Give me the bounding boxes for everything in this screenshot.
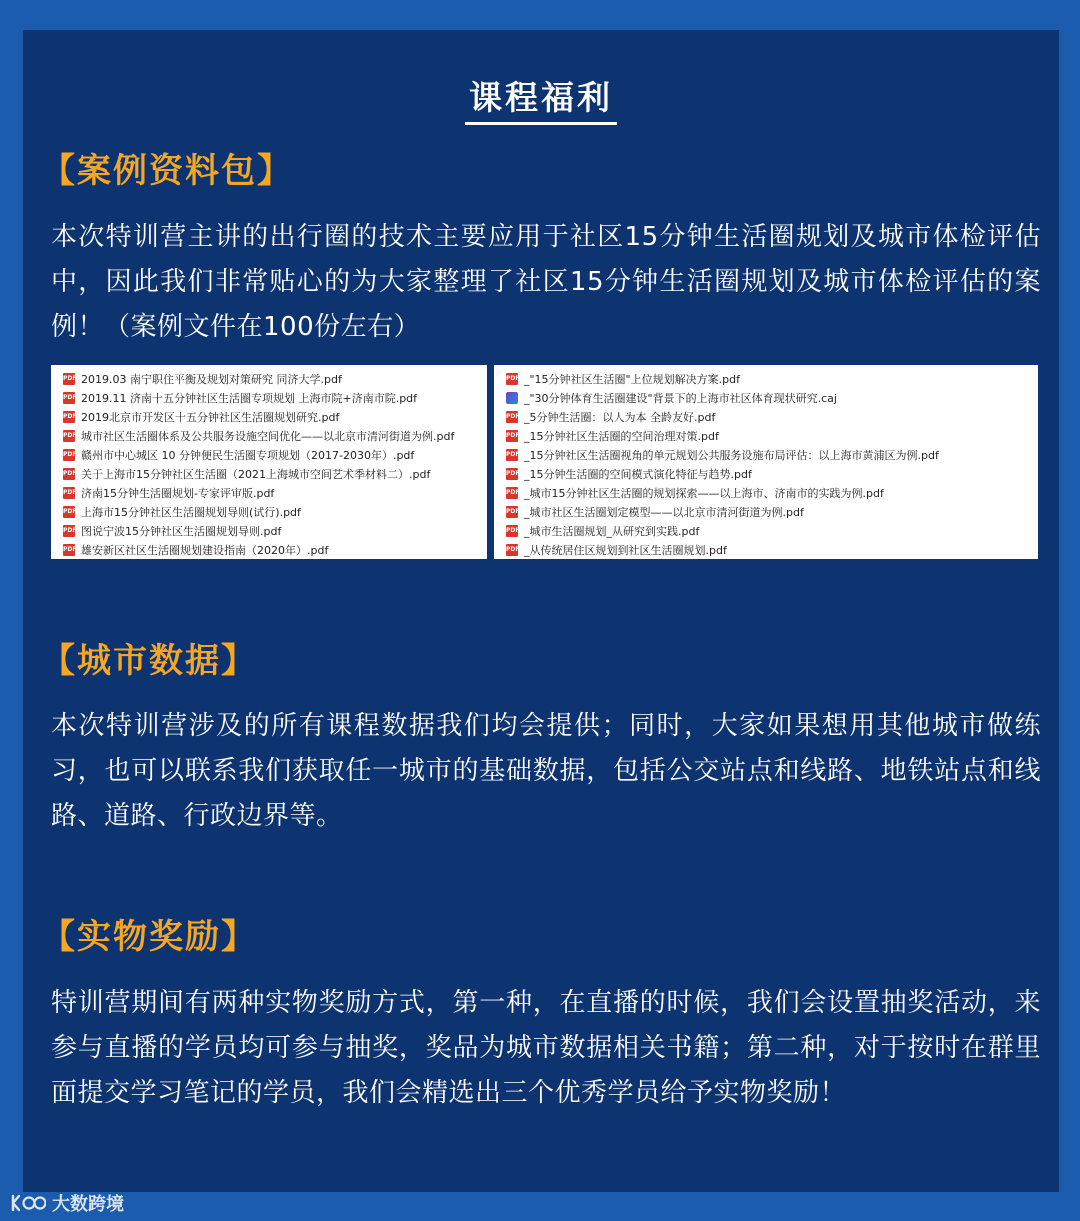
pdf-file-icon: PDF: [63, 449, 75, 461]
pdf-file-icon: PDF: [506, 449, 518, 461]
file-name: 雄安新区社区生活圈规划建设指南（2020年）.pdf: [81, 543, 329, 557]
file-item[interactable]: [494, 369, 1038, 388]
pdf-file-icon: PDF: [63, 506, 75, 518]
file-item[interactable]: [494, 388, 1038, 407]
file-name: 2019.03 南宁职住平衡及规划对策研究 同济大学.pdf: [81, 372, 342, 386]
section-text-city-data: 本次特训营涉及的所有课程数据我们均会提供；同时，大家如果想用其他城市做练习，也可以联系我们获取任一城市的基础数据，包括公交站点和线路、地铁站点和线路、道路、行政边界等。: [51, 711, 1041, 831]
file-item[interactable]: [51, 407, 487, 426]
file-item[interactable]: [51, 426, 487, 445]
file-name: 城市社区生活圈体系及公共服务设施空间优化——以北京市清河街道为例.pdf: [81, 429, 455, 443]
file-name: _15分钟社区生活圈的空间治理对策.pdf: [524, 429, 719, 443]
file-list-right: [494, 365, 1038, 559]
file-name: 济南15分钟生活圈规划-专家评审版.pdf: [81, 486, 275, 500]
title-block: [23, 80, 1059, 125]
file-item[interactable]: [494, 521, 1038, 540]
file-item[interactable]: [51, 540, 487, 559]
file-name: _15分钟社区生活圈视角的单元规划公共服务设施布局评估：以上海市黄浦区为例.pdf: [524, 448, 939, 462]
file-name: _城市社区生活圈划定模型——以北京市清河街道为例.pdf: [524, 505, 804, 519]
file-item[interactable]: [494, 445, 1038, 464]
watermark-text: 大数跨境: [52, 1194, 124, 1215]
file-name: _城市15分钟社区生活圈的规划探索——以上海市、济南市的实践为例.pdf: [524, 486, 884, 500]
pdf-file-icon: PDF: [63, 544, 75, 556]
file-name: _15分钟生活圈的空间模式演化特征与趋势.pdf: [524, 467, 752, 481]
pdf-file-icon: PDF: [506, 544, 518, 556]
file-name: 赣州市中心城区 10 分钟便民生活圈专项规划（2017-2030年）.pdf: [81, 448, 415, 462]
section-heading-rewards: 【实物奖励】: [41, 917, 257, 957]
pdf-file-icon: PDF: [63, 525, 75, 537]
pdf-file-icon: PDF: [63, 430, 75, 442]
section-text-case-pack: 本次特训营主讲的出行圈的技术主要应用于社区15分钟生活圈规划及城市体检评估中，因此我们非常贴心的为大家整理了社区15分钟生活圈规划及城市体检评估的案例！（案例文件在100份左右）: [51, 222, 1041, 342]
pdf-file-icon: PDF: [63, 487, 75, 499]
file-item[interactable]: [494, 502, 1038, 521]
pdf-file-icon: PDF: [506, 525, 518, 537]
file-item[interactable]: [494, 483, 1038, 502]
caj-file-icon: [506, 392, 518, 404]
file-name: 关于上海市15分钟社区生活圈（2021上海城市空间艺术季材料二）.pdf: [81, 467, 431, 481]
file-item[interactable]: [494, 540, 1038, 559]
file-item[interactable]: [51, 521, 487, 540]
pdf-file-icon: PDF: [63, 392, 75, 404]
file-name: _5分钟生活圈：以人为本 全龄友好.pdf: [524, 410, 716, 424]
file-item[interactable]: [51, 502, 487, 521]
file-name: 上海市15分钟社区生活圈规划导则(试行).pdf: [81, 505, 301, 519]
pdf-file-icon: PDF: [63, 411, 75, 423]
pdf-file-icon: PDF: [506, 487, 518, 499]
file-item[interactable]: [51, 445, 487, 464]
content-panel: [23, 30, 1059, 1192]
pdf-file-icon: PDF: [506, 373, 518, 385]
section-text-rewards: 特训营期间有两种实物奖励方式，第一种，在直播的时候，我们会设置抽奖活动，来参与直播的学员均可参与抽奖，奖品为城市数据相关书籍；第二种，对于按时在群里面提交学习笔记的学员，我们会精选出三个优秀学员给予实物奖励！: [51, 988, 1041, 1108]
page-title: 课程福利: [465, 80, 617, 125]
file-item[interactable]: [494, 464, 1038, 483]
section-heading-case-pack: 【案例资料包】: [41, 151, 293, 191]
file-name: 2019北京市开发区十五分钟社区生活圈规划研究.pdf: [81, 410, 340, 424]
pdf-file-icon: PDF: [506, 430, 518, 442]
file-list-left: [51, 365, 487, 559]
pdf-file-icon: PDF: [506, 468, 518, 480]
file-name: _从传统居住区规划到社区生活圈规划.pdf: [524, 543, 727, 557]
pdf-file-icon: PDF: [506, 506, 518, 518]
file-item[interactable]: [494, 426, 1038, 445]
watermark: [10, 1190, 124, 1216]
brand-logo-icon: [10, 1192, 46, 1214]
file-name: _"15分钟社区生活圈"上位规划解决方案.pdf: [524, 372, 740, 386]
file-item[interactable]: [51, 464, 487, 483]
pdf-file-icon: PDF: [63, 373, 75, 385]
file-name: 图说宁波15分钟社区生活圈规划导则.pdf: [81, 524, 282, 538]
file-item[interactable]: [51, 369, 487, 388]
file-item[interactable]: [494, 407, 1038, 426]
file-item[interactable]: [51, 483, 487, 502]
pdf-file-icon: PDF: [506, 411, 518, 423]
pdf-file-icon: PDF: [63, 468, 75, 480]
section-heading-city-data: 【城市数据】: [41, 641, 257, 681]
file-item[interactable]: [51, 388, 487, 407]
file-name: 2019.11 济南十五分钟社区生活圈专项规划 上海市院+济南市院.pdf: [81, 391, 418, 405]
file-name: _"30分钟体育生活圈建设"背景下的上海市社区体育现状研究.caj: [524, 391, 837, 405]
file-name: _城市生活圈规划_从研究到实践.pdf: [524, 524, 700, 538]
